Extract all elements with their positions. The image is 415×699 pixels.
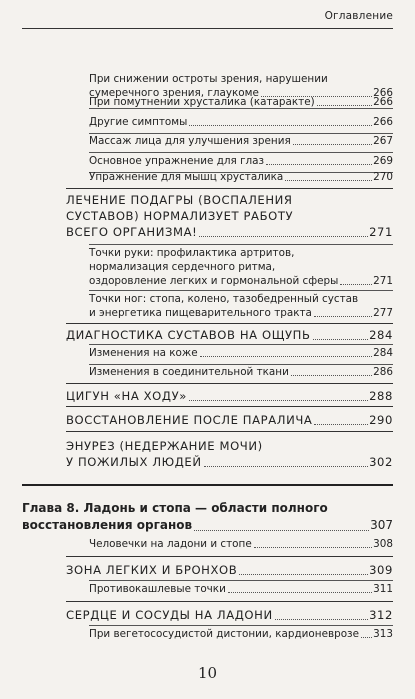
dot-leader <box>199 236 368 237</box>
dot-leader <box>204 466 368 467</box>
page-ref: 311 <box>373 583 393 595</box>
dot-leader <box>293 144 372 145</box>
section-divider <box>66 601 393 602</box>
dot-leader <box>340 284 372 285</box>
toc-section-enuresis[interactable] <box>0 438 415 470</box>
dot-leader <box>314 316 372 317</box>
page-ref: 286 <box>373 366 393 378</box>
toc-entry-other-symptoms[interactable] <box>0 115 415 129</box>
toc-entry-cataract[interactable] <box>0 95 415 109</box>
entry-text-line: сумеречного зрения, глаукоме <box>89 87 259 99</box>
entry-divider <box>89 244 393 245</box>
page-ref: 288 <box>369 389 393 403</box>
entry-divider <box>89 290 393 291</box>
page-ref: 270 <box>373 171 393 183</box>
section-divider <box>66 188 393 189</box>
dot-leader <box>194 530 369 531</box>
toc-entry-tissue-changes[interactable] <box>0 365 415 379</box>
page-ref: 302 <box>369 455 393 469</box>
entry-text-line: и энергетика пищеварительного тракта <box>89 307 312 319</box>
section-text: ЦИГУН «НА ХОДУ» <box>66 389 187 403</box>
toc-section-gout[interactable] <box>0 192 415 240</box>
section-text-line: ВСЕГО ОРГАНИЗМА! <box>66 225 198 239</box>
toc-entry-foot-points[interactable] <box>0 292 415 320</box>
entry-divider <box>89 580 393 581</box>
running-header: Оглавление <box>324 10 393 22</box>
page-ref: 277 <box>373 307 393 319</box>
page-ref: 308 <box>373 538 393 550</box>
dot-leader <box>317 105 372 106</box>
chapter-title-line: восстановления органов <box>22 518 193 532</box>
dot-leader <box>361 637 372 638</box>
entry-text: При вегетососудистой дистонии, кардионеврозе <box>89 628 359 640</box>
toc-section-heart[interactable] <box>0 607 415 623</box>
section-text: ВОССТАНОВЛЕНИЕ ПОСЛЕ ПАРАЛИЧА <box>66 413 313 427</box>
entry-text: Противокашлевые точки <box>89 583 226 595</box>
toc-section-qigong[interactable] <box>0 388 415 404</box>
section-text: ДИАГНОСТИКА СУСТАВОВ НА ОЩУПЬ <box>66 328 311 342</box>
section-text-line: СУСТАВОВ) НОРМАЛИЗУЕТ РАБОТУ <box>66 209 294 223</box>
section-divider <box>66 383 393 384</box>
dot-leader <box>228 592 372 593</box>
dot-leader <box>285 180 372 181</box>
entry-text-line: При снижении остроты зрения, нарушении <box>89 73 328 85</box>
section-text-line: ЛЕЧЕНИЕ ПОДАГРЫ (ВОСПАЛЕНИЯ <box>66 193 293 207</box>
page-ref: 284 <box>373 347 393 359</box>
toc-chapter-8[interactable] <box>22 500 393 534</box>
page-ref: 266 <box>373 87 393 99</box>
toc-section-joint-diagnostics[interactable] <box>0 327 415 343</box>
entry-text: Человечки на ладони и стопе <box>89 538 252 550</box>
entry-text: Изменения в соединительной ткани <box>89 366 289 378</box>
header-rule <box>22 28 393 29</box>
dot-leader <box>239 574 368 575</box>
entry-text: Изменения на коже <box>89 347 198 359</box>
page-ref: 271 <box>369 225 393 239</box>
entry-text-line: нормализация сердечного ритма, <box>89 261 276 273</box>
section-text: СЕРДЦЕ И СОСУДЫ НА ЛАДОНИ <box>66 608 273 622</box>
toc-entry-lens-exercise[interactable] <box>0 170 415 184</box>
section-text-line: ЭНУРЕЗ (НЕДЕРЖАНИЕ МОЧИ) <box>66 439 263 453</box>
section-divider <box>66 556 393 557</box>
page-number: 10 <box>197 664 218 682</box>
dot-leader <box>200 356 372 357</box>
page-ref: 266 <box>373 116 393 128</box>
dot-leader <box>189 400 368 401</box>
toc-entry-little-men[interactable] <box>0 537 415 551</box>
entry-divider <box>89 152 393 153</box>
entry-text: Упражнение для мышц хрусталика <box>89 171 284 183</box>
toc-entry-eye-exercise[interactable] <box>0 154 415 168</box>
dot-leader <box>189 125 372 126</box>
entry-text: Основное упражнение для глаз <box>89 155 265 167</box>
entry-text-line: Точки руки: профилактика артритов, <box>89 247 295 259</box>
page-ref: 307 <box>370 518 393 532</box>
toc-entry-antitussive[interactable] <box>0 582 415 596</box>
dot-leader <box>314 424 368 425</box>
toc-entry-dystonia[interactable] <box>0 627 415 641</box>
entry-divider <box>89 625 393 626</box>
section-divider <box>66 323 393 324</box>
page-ref: 267 <box>373 135 393 147</box>
toc-entry-face-massage[interactable] <box>0 134 415 148</box>
section-text-line: У ПОЖИЛЫХ ЛЮДЕЙ <box>66 455 202 469</box>
entry-text: Другие симптомы <box>89 116 188 128</box>
entry-text: При помутнении хрусталика (катаракте) <box>89 96 315 108</box>
page-ref: 313 <box>373 628 393 640</box>
section-text: ЗОНА ЛЕГКИХ И БРОНХОВ <box>66 563 238 577</box>
dot-leader <box>254 547 372 548</box>
entry-divider <box>89 344 393 345</box>
dot-leader <box>291 375 372 376</box>
page-ref: 266 <box>373 96 393 108</box>
dot-leader <box>313 339 369 340</box>
entry-text-line: оздоровление легких и гормональной сферы <box>89 275 339 287</box>
dot-leader <box>275 619 368 620</box>
page-ref: 312 <box>369 608 393 622</box>
page-ref: 269 <box>373 155 393 167</box>
entry-text: Массаж лица для улучшения зрения <box>89 135 291 147</box>
page-ref: 271 <box>373 275 393 287</box>
page-ref: 290 <box>369 413 393 427</box>
toc-section-paralysis[interactable] <box>0 412 415 428</box>
section-divider <box>66 431 393 432</box>
toc-entry-skin-changes[interactable] <box>0 346 415 360</box>
entry-text-line: Точки ног: стопа, колено, тазобедренный сустав <box>89 293 359 305</box>
dot-leader <box>266 164 372 165</box>
toc-entry-hand-points[interactable] <box>0 246 415 288</box>
toc-section-lungs[interactable] <box>0 562 415 578</box>
chapter-title-line: Глава 8. Ладонь и стопа — области полного <box>22 501 328 515</box>
chapter-rule <box>22 484 393 486</box>
page-ref: 284 <box>369 328 393 342</box>
page-ref: 309 <box>369 563 393 577</box>
section-divider <box>66 406 393 407</box>
